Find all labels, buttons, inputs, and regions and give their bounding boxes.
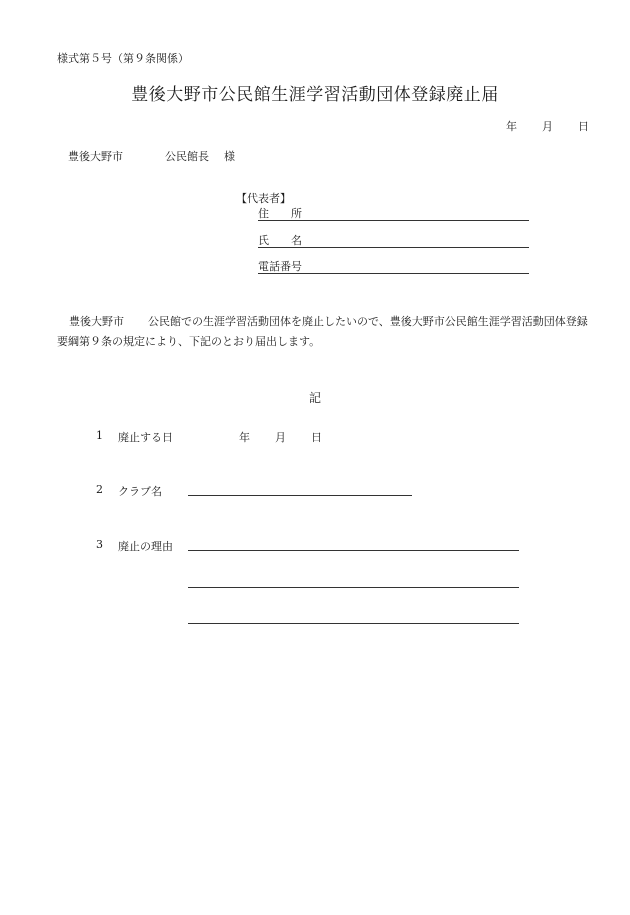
reason-field-line-2[interactable] (188, 587, 519, 588)
address-underline (258, 220, 529, 221)
reason-field-line-3[interactable] (188, 623, 519, 624)
item-label: クラブ名 (118, 485, 162, 498)
date-day: 日 (578, 120, 589, 133)
reason-field-line-1[interactable] (188, 550, 519, 551)
club-name-field[interactable] (188, 495, 412, 496)
item-number: 3 (96, 538, 103, 551)
item-label: 廃止の理由 (118, 540, 173, 553)
address-label: 住 所 (258, 207, 302, 220)
addressee-office: 公民館長 (165, 150, 209, 163)
addressee-honorific: 様 (224, 150, 235, 163)
phone-underline (258, 273, 529, 274)
body-paragraph (57, 312, 592, 352)
item-date-day[interactable]: 日 (311, 431, 322, 444)
item-label: 廃止する日 (118, 431, 173, 444)
name-label: 氏 名 (258, 234, 302, 247)
addressee-city: 豊後大野市 (68, 150, 123, 163)
form-number: 様式第５号（第９条関係） (57, 52, 189, 65)
phone-label: 電話番号 (258, 260, 302, 273)
phone-field[interactable] (258, 258, 529, 274)
item-number: 1 (96, 429, 103, 442)
body-city: 豊後大野市 (69, 315, 124, 328)
representative-heading: 【代表者】 (236, 192, 291, 205)
name-underline (258, 247, 529, 248)
ki-heading: 記 (308, 391, 321, 405)
page-title: 豊後大野市公民館生涯学習活動団体登録廃止届 (131, 85, 499, 105)
name-field[interactable] (258, 232, 529, 248)
item-date-month[interactable]: 月 (275, 431, 286, 444)
body-text: 公民館での生涯学習活動団体を廃止したいので、豊後大野市公民館生涯学習活動団体登録要綱第９条の規定により、下記のとおり届出します。 (57, 315, 588, 348)
item-number: 2 (96, 483, 103, 496)
address-field[interactable] (258, 205, 529, 221)
date-month: 月 (542, 120, 553, 133)
item-date-year[interactable]: 年 (239, 431, 250, 444)
date-year: 年 (506, 120, 517, 133)
